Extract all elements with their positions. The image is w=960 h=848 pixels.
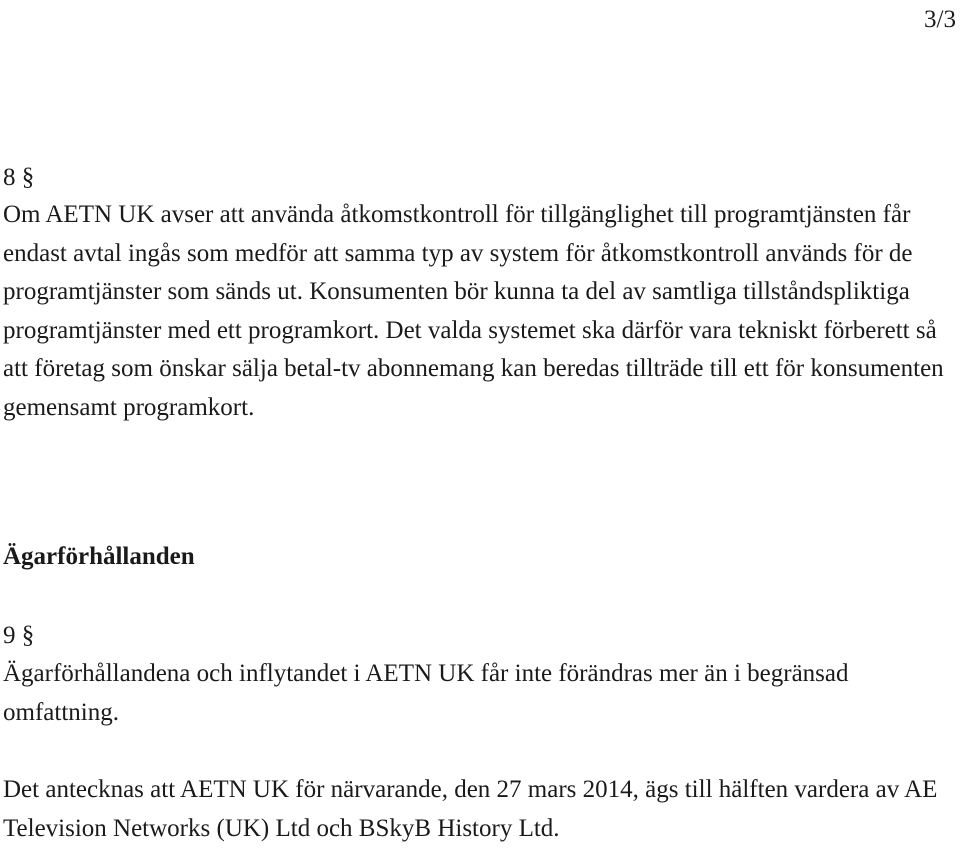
page-number: 3/3 [924, 6, 956, 33]
heading-agarforhallanden: Ägarförhållanden [3, 543, 195, 570]
paragraph-ownership-note: Det antecknas att AETN UK för närvarande, den 27 mars 2014, ägs till hälften vardera av AE Television Networks (UK) Ltd och BSkyB History Ltd. [3, 776, 938, 842]
paragraph-section-8: Om AETN UK avser att använda åtkomstkontroll för tillgänglighet till programtjänsten får endast avtal ingås som medför att samma typ av system för åtkomstkontroll används för de programtjänster som sänds ut. Konsumenten bör kunna ta del av samtliga tillståndspliktiga programtjänster med ett programkort. Det valda systemet ska därför vara tekniskt förberett så att företag som önskar sälja betal-tv abonnemang kan beredas tillträde till ett för konsumenten gemensamt programkort. [3, 201, 944, 421]
section-label-9: 9 § [3, 622, 35, 649]
paragraph-section-9: Ägarförhållandena och inflytandet i AETN UK får inte förändras mer än i begränsad omfattning. [3, 660, 849, 726]
section-label-8: 8 § [3, 164, 35, 191]
